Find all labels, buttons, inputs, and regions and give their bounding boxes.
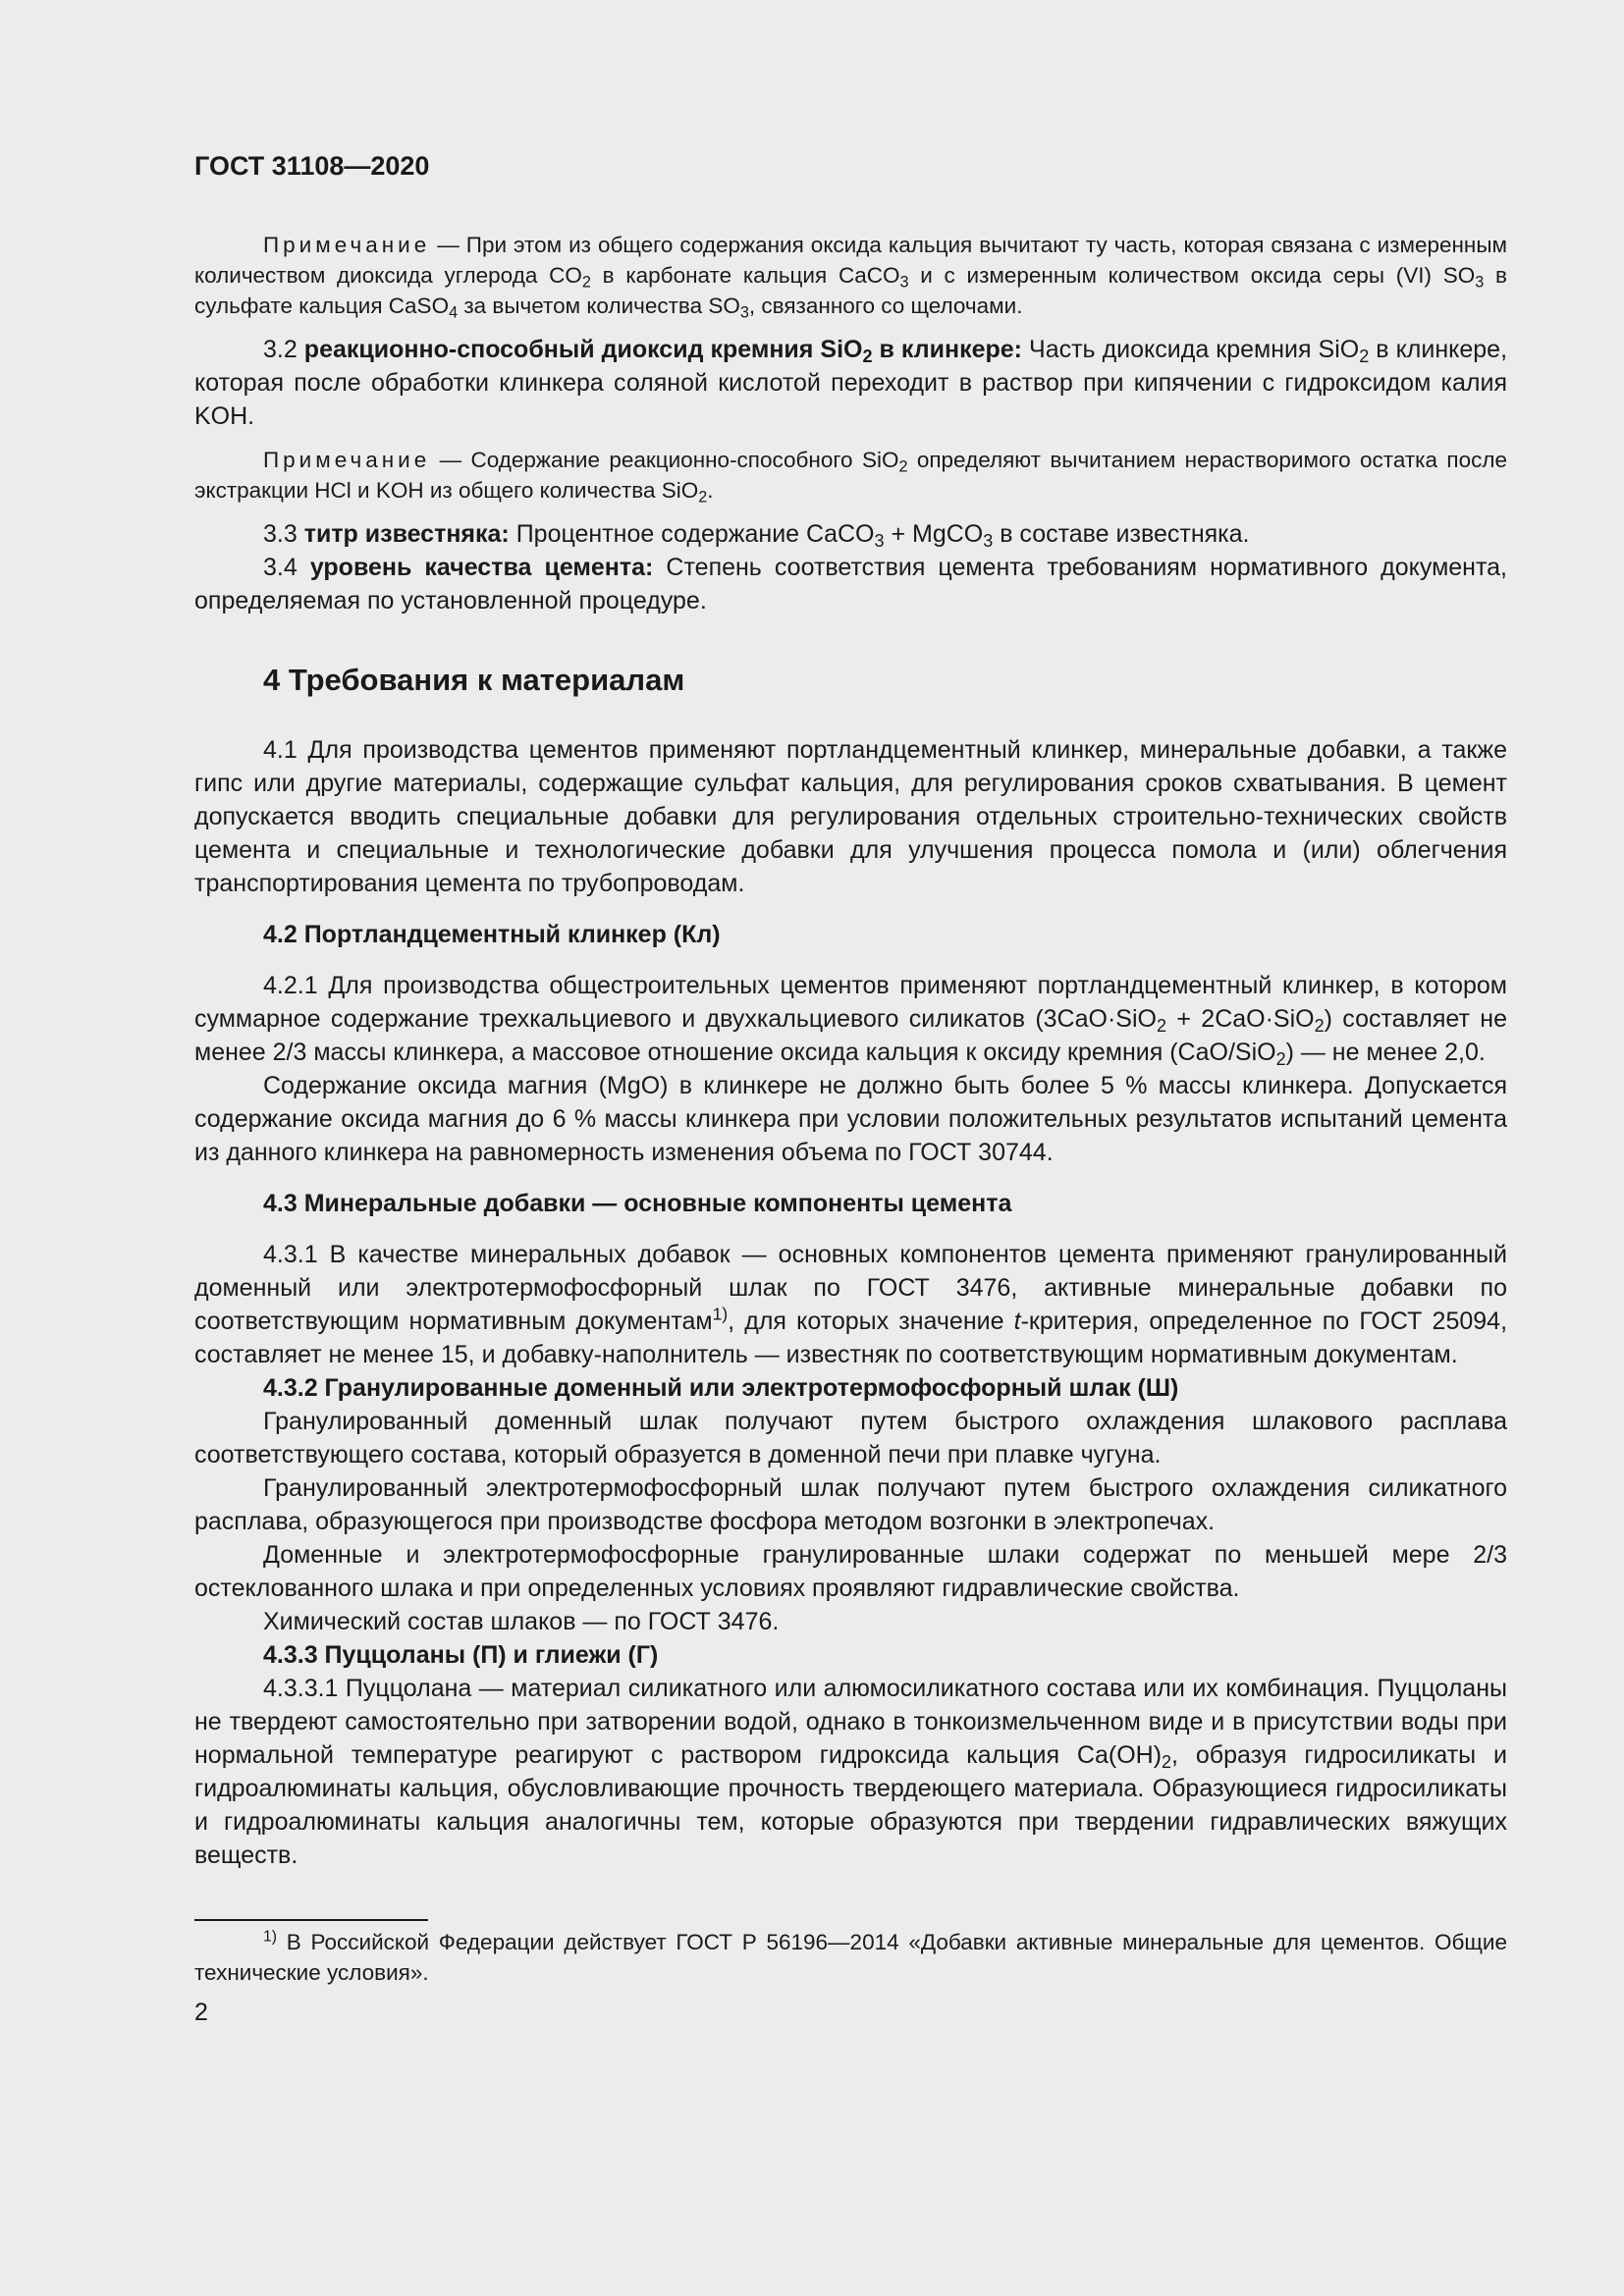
footnote-mark: 1) [263,1928,278,1946]
paragraph-4-1: 4.1 Для производства цементов применяют портландцементный клинкер, минеральные добавки, а также гипс или другие материалы, содержащие сульфат кальция, для регулирования сроков схватывания. В цемент допускается вводить специальные добавки для регулирования отдельных строительно-технических свойств цемента и специальные и технологические добавки для улучшения процесса помола и (или) облегчения транспортирования цемента по трубопроводам. [194,736,1507,897]
paragraph-4-3-2-c: Доменные и электротермофосфорные гранулированные шлаки содержат по меньшей мере 2/3 остеклованного шлака и при определенных условиях проявляют гидравлические свойства. [194,1541,1507,1602]
definition-3-4: 3.4 уровень качества цемента: Степень соответствия цемента требованиям нормативного документа, определяемая по установленной процедуре. [194,554,1508,614]
footnote-separator [194,1919,428,1921]
note-paragraph-2: Примечание — Содержание реакционно-способного SiO$_2$ определяют вычитанием нерастворимого остатка после экстракции HCl и KOH из общего количества SiO$_2$. [194,448,1507,507]
paragraph-4-3-2-d: Химический состав шлаков — по ГОСТ 3476. [263,1608,780,1635]
paragraph-4-2-1: 4.2.1 Для производства общестроительных цементов применяют портландцементный клинкер, в котором суммарное содержание трехкальциевого и двухкальциевого силикатов (3CaO·SiO$_2$ + 2CaO·SiO$_2$) составляет не менее 2/3 массы клинкера, а массовое отношение оксида кальция к оксиду кремния (CaO/SiO$_2$) — не менее 2,0. [194,972,1507,1070]
footnote-reference: 1) [712,1304,729,1324]
subsection-heading-4-2: 4.2 Портландцементный клинкер (Кл) [263,921,721,948]
definition-3-2: 3.2 реакционно-способный диоксид кремния SiO$_2$ в клинкере: Часть диоксида кремния SiO$_2$ в клинкере, которая после обработки клинкера соляной кислотой переходит в раствор при кипячении с гидроксидом калия KOH. [194,336,1508,430]
paragraph-4-2-1-b: Содержание оксида магния (MgO) в клинкере не должно быть более 5 % массы клинкера. Допускается содержание оксида магния до 6 % массы клинкера при условии положительных результатов испытаний цемента из данного клинкера на равномерность изменения объема по ГОСТ 30744. [194,1072,1507,1166]
paragraph-4-3-2-b: Гранулированный электротермофосфорный шлак получают путем быстрого охлаждения силикатного расплава, образующегося при производстве фосфора методом возгонки в электропечах. [194,1474,1507,1535]
paragraph-4-3-1: 4.3.1 В качестве минеральных добавок — основных компонентов цемента применяют гранулированный доменный или электротермофосфорный шлак по ГОСТ 3476, активные минеральные добавки по соответствующим нормативным документам$^{1)}$, для которых значение t-критерия, определенное по ГОСТ 25094, составляет не менее 15, и добавку-наполнитель — известняк по соответствующим нормативным документам. [194,1241,1508,1368]
section-heading-4: 4 Требования к материалам [263,663,685,697]
note-paragraph: Примечание — При этом из общего содержания оксида кальция вычитают ту часть, которая связана с измеренным количеством диоксида углерода $CO_2$ в карбонате кальция CaCO$_3$ и с измеренным количеством оксида серы (VI) $SO_3$ в сульфате кальция CaSO$_4$ за вычетом количества $SO_3$, связанного со щелочами. [194,233,1507,322]
subsection-heading-4-3-3: 4.3.3 Пуццоланы (П) и глиежи (Г) [263,1641,659,1669]
document-header: ГОСТ 31108—2020 [194,151,430,181]
definition-3-3: 3.3 титр известняка: Процентное содержание CaCO$_3$ + MgCO$_3$ в составе известняка. [263,520,1250,552]
footnote: $^{1)}$ В Российской Федерации действует ГОСТ Р 56196—2014 «Добавки активные минеральные для цементов. Общие технические условия». [194,1928,1507,1985]
paragraph-4-3-2-a: Гранулированный доменный шлак получают путем быстрого охлаждения шлакового расплава соответствующего состава, который образуется в доменной печи при плавке чугуна. [194,1408,1507,1468]
subsection-heading-4-3-2: 4.3.2 Гранулированные доменный или электротермофосфорный шлак (Ш) [263,1374,1179,1402]
subsection-heading-4-3: 4.3 Минеральные добавки — основные компоненты цемента [263,1190,1012,1217]
page-number: 2 [194,1999,208,2026]
paragraph-4-3-3-1: 4.3.3.1 Пуццолана — материал силикатного или алюмосиликатного состава или их комбинация. Пуццоланы не твердеют самостоятельно при затворении водой, однако в тонкоизмельченном виде и в присутствии воды при нормальной температуре реагируют с раствором гидроксида кальция $Ca(OH)_2$, образуя гидросиликаты и гидроалюминаты кальция, обусловливающие прочность твердеющего материала. Образующиеся гидросиликаты и гидроалюминаты кальция аналогичны тем, которые образуются при твердении гидравлических вяжущих веществ. [194,1675,1507,1869]
